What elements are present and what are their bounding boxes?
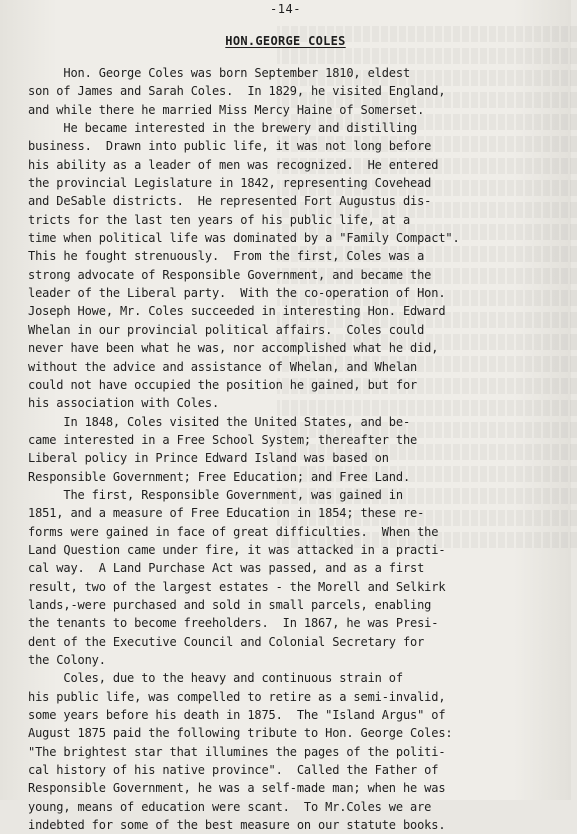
text-line: result, two of the largest estates - the Morell and Selkirk — [28, 579, 446, 594]
body-text — [28, 64, 558, 834]
text-line: In 1848, Coles visited the United States, and be- — [28, 414, 411, 429]
text-line: Whelan in our provincial political affairs. Coles could — [28, 322, 425, 337]
text-line: cal way. A Land Purchase Act was passed, and as a first — [28, 561, 425, 576]
text-line: lands,-were purchased and sold in small parcels, enabling — [28, 597, 432, 612]
text-line: and while there he married Miss Mercy Haine of Somerset. — [28, 102, 425, 117]
text-line: the tenants to become freeholders. In 1867, he was Presi- — [28, 616, 439, 631]
text-line: Coles, due to the heavy and continuous strain of — [28, 671, 403, 686]
text-line: Responsible Government; Free Education; and Free Land. — [28, 469, 411, 484]
text-line: dent of the Executive Council and Colonial Secretary for — [28, 634, 425, 649]
text-line: leader of the Liberal party. With the co-operation of Hon. — [28, 286, 446, 301]
text-line: This he fought strenuously. From the first, Coles was a — [28, 249, 425, 264]
text-line: August 1875 paid the following tribute to Hon. George Coles: — [28, 726, 453, 741]
text-line: indebted for some of the best measure on our statute books. — [28, 818, 446, 833]
text-line: his ability as a leader of men was recognized. He entered — [28, 157, 439, 172]
text-line: came interested in a Free School System; thereafter the — [28, 432, 418, 447]
text-line: without the advice and assistance of Whelan, and Whelan — [28, 359, 418, 374]
text-line: son of James and Sarah Coles. In 1829, he visited England, — [28, 84, 446, 99]
text-line: Hon. George Coles was born September 1810, eldest — [28, 66, 411, 80]
text-line: his public life, was compelled to retire as a semi-invalid, — [28, 689, 446, 704]
text-line: could not have occupied the position he gained, but for — [28, 377, 418, 392]
text-line: strong advocate of Responsible Government, and became the — [28, 267, 432, 282]
text-line: He became interested in the brewery and distilling — [28, 121, 418, 136]
text-line: his association with Coles. — [28, 396, 220, 411]
text-line: forms were gained in face of great difficulties. When the — [28, 524, 439, 539]
text-line: tricts for the last ten years of his public life, at a — [28, 212, 411, 227]
text-line: Liberal policy in Prince Edward Island was based on — [28, 451, 389, 466]
page-title — [0, 34, 571, 48]
text-line: Responsible Government, he was a self-made man; when he was — [28, 781, 446, 796]
text-line: 1851, and a measure of Free Education in 1854; these re- — [28, 506, 425, 521]
text-line: cal history of his native province". Called the Father of — [28, 763, 439, 778]
page-title-text: HON.GEORGE COLES — [225, 34, 346, 48]
text-line: the Colony. — [28, 653, 106, 667]
text-line: some years before his death in 1875. The "Island Argus" of — [28, 708, 446, 723]
text-line: the provincial Legislature in 1842, representing Covehead — [28, 176, 432, 191]
text-line: young, means of education were scant. To Mr.Coles we are — [28, 799, 432, 814]
text-line: business. Drawn into public life, it was not long before — [28, 139, 432, 154]
text-line: Land Question came under fire, it was attacked in a practi- — [28, 542, 446, 557]
text-line: Joseph Howe, Mr. Coles succeeded in interesting Hon. Edward — [28, 304, 446, 319]
text-line: time when political life was dominated by a "Family Compact". — [28, 231, 460, 246]
text-line: never have been what he was, nor accomplished what he did, — [28, 341, 439, 356]
text-line: The first, Responsible Government, was gained in — [28, 487, 403, 502]
text-line: and DeSable districts. He represented Fort Augustus dis- — [28, 194, 432, 209]
page-number: -14- — [270, 2, 301, 16]
text-line: "The brightest star that illumines the pages of the politi- — [28, 744, 446, 759]
